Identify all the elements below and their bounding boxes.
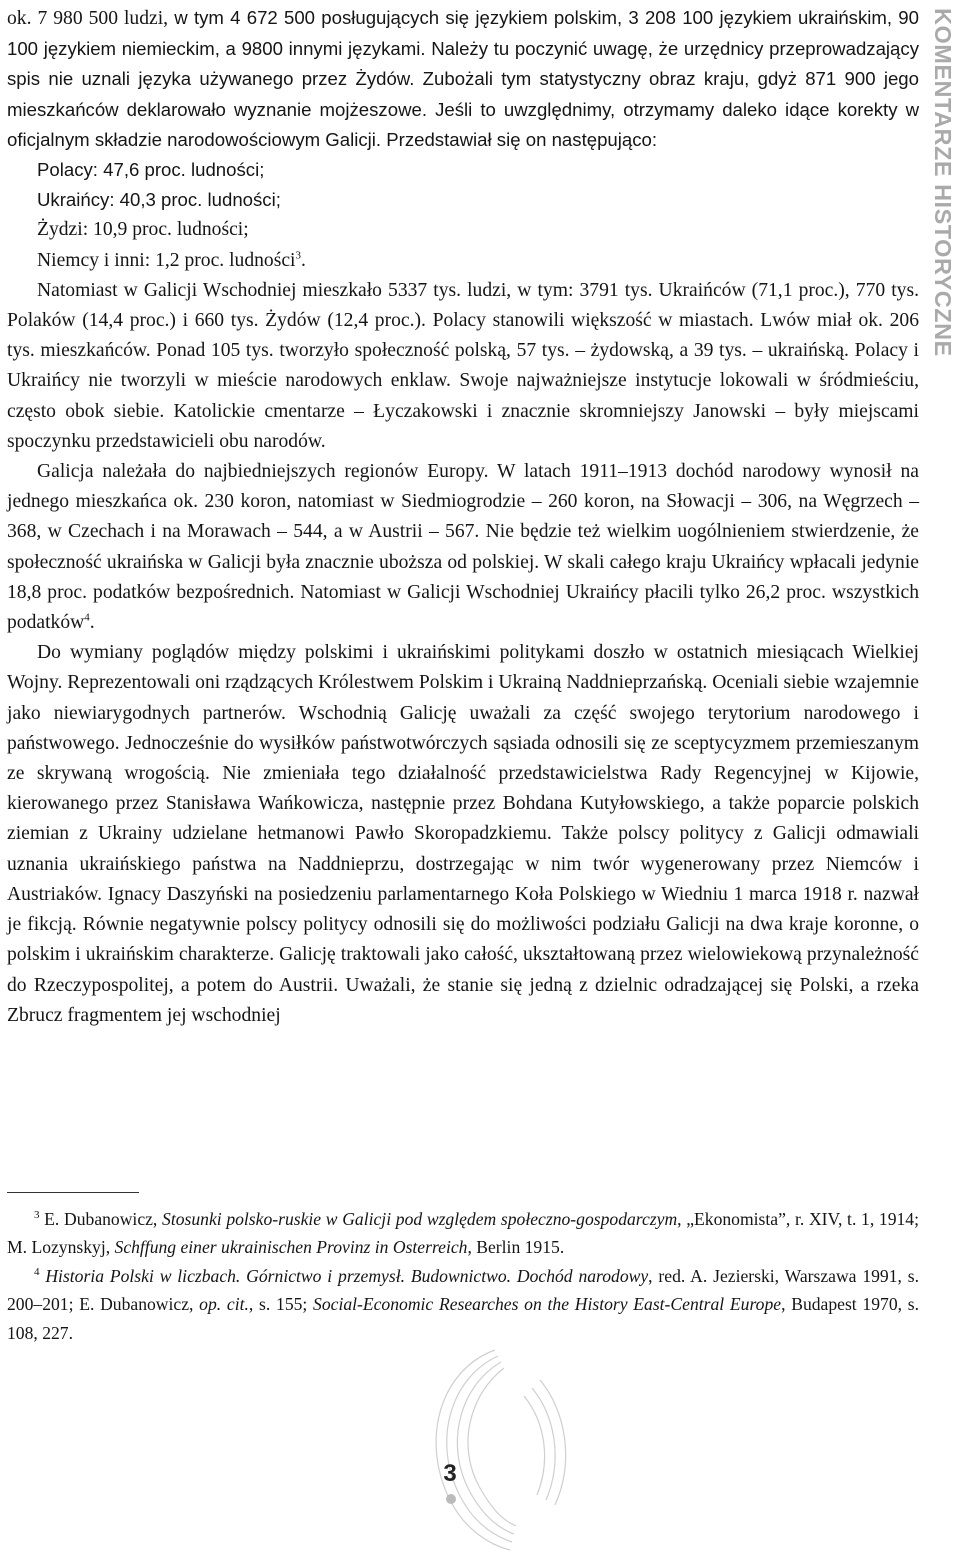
paragraph-census <box>7 3 919 155</box>
paragraph-politics: Do wymiany poglądów między polskimi i ukraińskimi politykami doszło w ostatnich miesiącach Wielkiej Wojny. Reprezentowali oni rządzących Królestwem Polskim i Ukrainą Naddnieprzańską. Oceniali siebie wzajemnie jako niewiarygodnych partnerów. Wschodnią Galicję uważali za część swojego terytorium narodowego i państwowego. Jednocześnie do wysiłków państwotwórczych sąsiada odnosili się ze sceptycyzmem przemieszanym ze skrywaną wrogością. Nie zmieniała tego działalność przedstawicielstwa Rady Regencyjnej w Kijowie, kierowanego przez Stanisława Wańkowicza, następnie przez Bohdana Kutyłowskiego, a także poparcie polskich ziemian z Ukrainy udzielane hetmanowi Pawło Skoropadzkiemu. Także polscy politycy z Galicji odmawiali uznania ukraińskiego państwa na Naddnieprzu, dostrzegając w nim twór wygenerowany przez Niemców i Austriaków. Ignacy Daszyński na posiedzeniu parlamentarnego Koła Polskiego w Wiedniu 1 marca 1918 r. nazwał je fikcją. Równie negatywnie polscy politycy odnosili się do możliwości podziału Galicji na dwa kraje koronne, o polskim i ukraińskim charakterze. Galicję traktowali jako całość, ukształtowaną przez wielowiekową przynależność do Rzeczypospolitej, a potem do Austrii. Uważali, że stanie się jedną z dzielnic odradzającej się Polski, a rzeka Zbrucz fragmentem jej wschodniej <box>7 642 919 1026</box>
paragraph-east-galicia: Natomiast w Galicji Wschodniej mieszkało 5337 tys. ludzi, w tym: 3791 tys. Ukraińców (71,1 proc.), 770 tys. Polaków (14,4 proc.) i 660 tys. Żydów (12,4 proc.). Polacy stanowili większość w miastach. Lwów miał ok. 206 tys. mieszkańców. Ponad 105 tys. tworzyło społeczność polską, 57 tys. – żydowską, a 39 tys. – ukraińską. Polacy i Ukraińcy nie tworzyli w mieście narodowych enklaw. Swoje najważniejsze instytucje lokowali w śródmieściu, często obok siebie. Katolickie cmentarze – Łyczakowski i znacznie skromniejszy Janowski – były miejscami spoczynku przedstawicieli obu narodów. <box>7 279 919 452</box>
footnote-3-title-a: Stosunki polsko-ruskie w Galicji pod względem społeczno-gospodarczym <box>162 1209 678 1229</box>
footnote-3-text-a: E. Dubanowicz, <box>39 1209 163 1229</box>
paragraph-economy-end: . <box>89 612 95 634</box>
footnote-ref-4: 4 <box>84 611 90 624</box>
page-number-dot-icon <box>446 1494 456 1504</box>
stat-line-germans-others <box>7 246 919 276</box>
footnote-3-text-b: , „Ekonomista”, r. XIV, t. 1, 1914; M. Lozynskyj, <box>7 1209 919 1258</box>
footnote-3 <box>7 1205 919 1262</box>
page-ornament-icon <box>380 1330 610 1558</box>
stat-line-ukrainians: Ukraińcy: 40,3 proc. ludności; <box>37 189 281 211</box>
paragraph-economy-text: Galicja należała do najbiedniejszych regionów Europy. W latach 1911–1913 dochód narodowy wynosił na jednego mieszkańca ok. 230 koron, natomiast w Siedmiogrodzie – 260 koron, na Słowacji – 306, na Węgrzech – 368, w Czechach i na Morawach – 544, a w Austrii – 567. Nie będzie też wielkim uogólnieniem stwierdzenie, że społeczność ukraińska w Galicji była znacznie uboższa od polskiej. W skali całego kraju Ukraińcy wpłacali jedynie 18,8 proc. podatków bezpośrednich. Natomiast w Galicji Wschodniej Ukraińcy płacili tylko 26,2 proc. wszystkich podatków <box>7 461 919 634</box>
page-number: 3 <box>443 1460 457 1487</box>
stat-line-germans-others-text: Niemcy i inni: 1,2 proc. ludności <box>37 249 296 271</box>
footnote-3-text-c: , Berlin 1915. <box>467 1237 565 1258</box>
footnote-4-title-a: Historia Polski w liczbach. Górnictwo i przemysł. Budownictwo. Dochód narodowy <box>39 1265 649 1286</box>
footnotes <box>7 1205 919 1347</box>
stat-line-jews: Żydzi: 10,9 proc. ludności; <box>37 219 249 241</box>
footnote-4-number: 4 <box>34 1265 40 1278</box>
footnote-ref-3: 3 <box>295 249 301 262</box>
stat-line-end: . <box>301 249 306 271</box>
main-text <box>7 3 919 1031</box>
side-section-label: KOMENTARZE HISTORYCZNE <box>930 8 956 357</box>
footnote-4-text-a: , red. A. Jezierski, Warszawa 1991, s. 200–201; E. Dubanowicz, <box>7 1265 920 1315</box>
paragraph-census-text: w tym 4 672 500 posługujących się językiem polskim, 3 208 100 językiem ukraińskim, 90 100 językiem niemieckim, a 9800 innymi językami. Należy tu poczynić uwagę, że urzędnicy przeprowadzający spis nie uznali języka używanego przez Żydów. Zubożali tym statystyczny obraz kraju, gdyż 871 900 jego mieszkańców deklarowało wyznanie mojżeszowe. Jeśli to uwzględnimy, otrzymamy daleko idące korekty w oficjalnym składzie narodowościowym Galicji. Przedstawiał się on następująco: <box>7 7 919 150</box>
footnote-3-number: 3 <box>34 1209 40 1222</box>
paragraph-census-start: ok. 7 980 500 ludzi, <box>7 8 169 29</box>
footnote-4-text-b: , s. 155; <box>248 1294 314 1315</box>
footnote-4-title-b: Social-Economic Researches on the History East-Central Europe <box>313 1294 782 1315</box>
footnote-4-op-cit: op. cit. <box>199 1294 249 1315</box>
footnote-separator <box>7 1192 139 1193</box>
footnote-3-title-b: Schffung einer ukrainischen Provinz in Osterreich <box>114 1237 468 1258</box>
paragraph-economy <box>7 457 919 638</box>
stat-line-poles: Polacy: 47,6 proc. ludności; <box>37 159 265 181</box>
footnote-4-text-c: , Budapest 1970, s. 108, 227. <box>7 1294 919 1343</box>
